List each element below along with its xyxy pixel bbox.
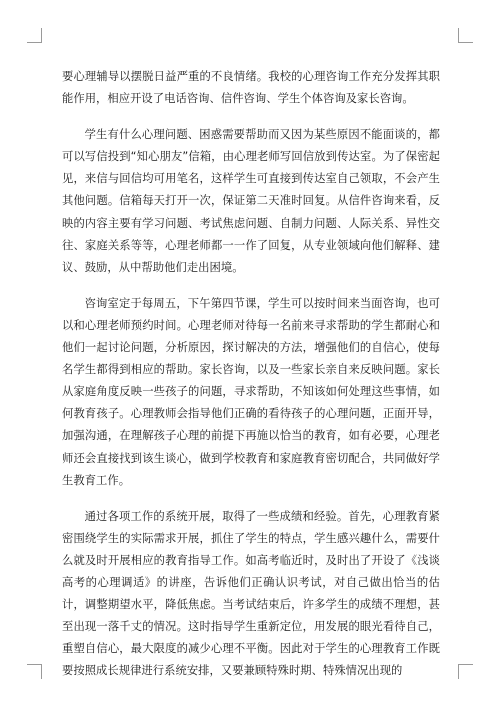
paragraph-consultation-room: 咨询室定于每周五，下午第四节课，学生可以按时间来当面咨询，也可以和心理老师预约时间。心理老师对待每一名前来寻求帮助的学生都耐心和他们一起讨论问题，分析原因，探讨解决的方法，增强他们的自信心，使每名学生都得到相应的帮助。家长咨询，以及一些家长亲自来反映问题。家长从家庭角度反映一些孩子的问题，寻求帮助，不知该如何处理这些事情，如何教育孩子。心理教师会指导他们正确的看待孩子的心理问题，正面开导，加强沟通，在理解孩子心理的前提下再施以恰当的教育，如有必要，心理老师还会直接找到该生谈心，做到学校教育和家庭教育密切配合，共同做好学生教育工作。: [62, 296, 440, 487]
document-body: [62, 66, 440, 682]
crop-mark-bottom-left: [27, 664, 42, 679]
crop-mark-top-left: [27, 28, 42, 43]
paragraph-letter-counseling: 学生有什么心理问题、困惑需要帮助而又因为某些原因不能面谈的，都可以写信投到“知心朋友”信箱，由心理老师写回信放到传达室。为了保密起见，来信与回信均可用笔名，这样学生可直接到传达室自己领取，不会产生其他问题。信箱每天打开一次，保证第二天准时回复。从信件咨询来看，反映的内容主要有学习问题、考试焦虑问题、自制力问题、人际关系、异性交往、家庭关系等等，心理老师都一一作了回复，从专业领域向他们解释、建议、鼓励，从中帮助他们走出困境。: [62, 128, 440, 274]
crop-mark-bottom-right: [458, 664, 473, 679]
crop-mark-top-right: [458, 28, 473, 43]
paragraph-achievements: 通过各项工作的系统开展，取得了一些成绩和经验。首先，心理教育紧密围绕学生的实际需求开展，抓住了学生的特点，学生感兴趣什么，需要什么就及时开展相应的教育指导工作。如高考临近时，及时出了开设了《浅谈高考的心理调适》的讲座，告诉他们正确认识考试，对自己做出恰当的估计，调整期望水平，降低焦虑。当考试结束后，许多学生的成绩不理想，甚至出现一落千丈的情况。这时指导学生重新定位，用发展的眼光看待自己，重塑自信心，最大限度的减少心理不平衡。因此对于学生的心理教育工作既要按照成长规律进行系统安排，又要兼顾特殊时期、特殊情况出现的: [62, 509, 440, 678]
paragraph-counseling-services: 要心理辅导以摆脱日益严重的不良情绪。我校的心理咨询工作充分发挥其职能作用，相应开设了电话咨询、信件咨询、学生个体咨询及家长咨询。: [62, 70, 440, 106]
